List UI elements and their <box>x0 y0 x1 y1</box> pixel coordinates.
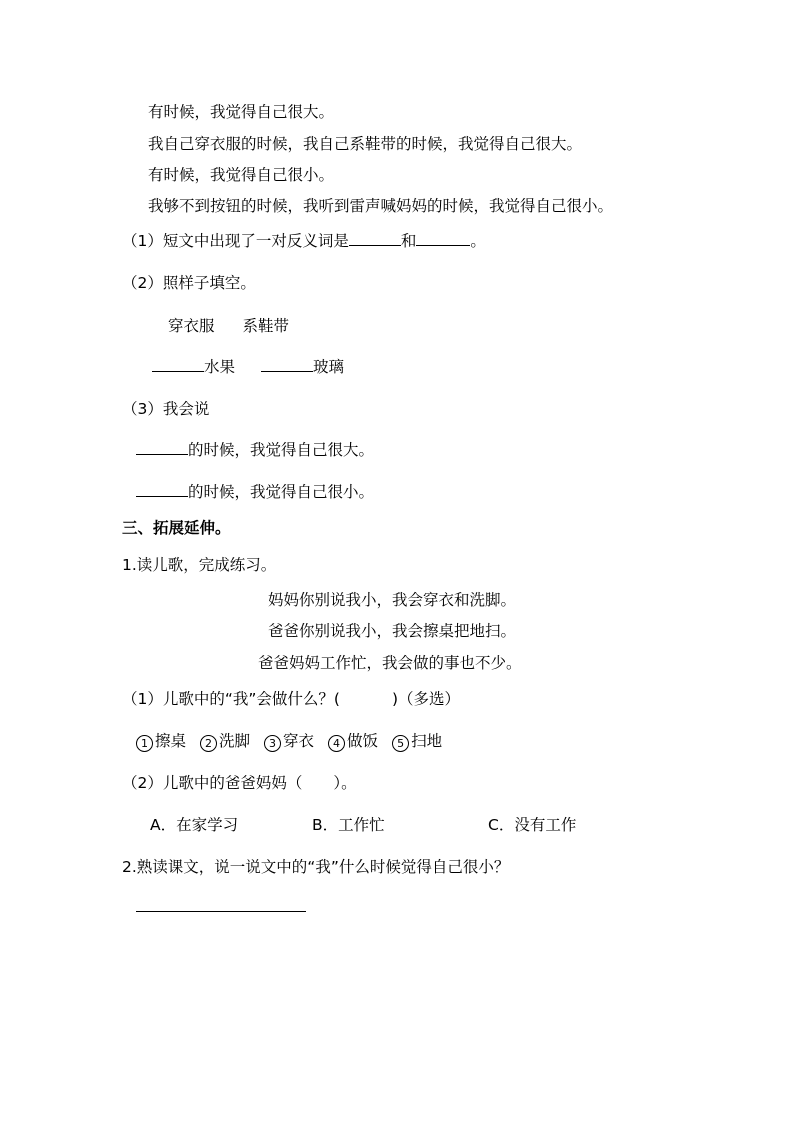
option-label: 做饭 <box>347 732 379 750</box>
option-item[interactable] <box>136 731 186 752</box>
example-word: 穿衣服 <box>168 317 215 335</box>
passage-line-2: 我自己穿衣服的时候，我自己系鞋带的时候，我觉得自己很大。 <box>148 135 583 153</box>
choice-b[interactable]: B．工作忙 <box>312 816 385 834</box>
poem-line-1: 妈妈你别说我小，我会穿衣和洗脚。 <box>268 591 517 609</box>
question-3-label: （3）我会说 <box>122 400 210 418</box>
passage-line-1: 有时候，我觉得自己很大。 <box>148 103 335 121</box>
question-1-suffix: 。 <box>470 232 486 250</box>
answer-blank[interactable] <box>136 440 188 455</box>
option-label: 扫地 <box>411 732 443 750</box>
answer-blank[interactable] <box>349 231 401 246</box>
question-2-label: （2）照样子填空。 <box>122 274 256 292</box>
fill-word: 水果 <box>204 358 236 376</box>
answer-blank[interactable] <box>416 231 470 246</box>
task-1-label: 1.读儿歌，完成练习。 <box>122 556 277 574</box>
option-number-badge: 2 <box>200 735 217 752</box>
answer-blank[interactable] <box>136 482 188 497</box>
question-1-prefix: （1）短文中出现了一对反义词是 <box>122 232 349 250</box>
option-number-badge: 3 <box>264 735 281 752</box>
say-line-2 <box>136 482 374 502</box>
passage-line-3: 有时候，我觉得自己很小。 <box>148 166 335 184</box>
task-1-question-2: （2）儿歌中的爸爸妈妈（ ）。 <box>122 774 357 792</box>
option-number-badge: 4 <box>328 735 345 752</box>
question-suffix: )（多选） <box>391 690 461 708</box>
say-line-text: 的时候，我觉得自己很小。 <box>188 483 375 501</box>
option-number-badge: 5 <box>392 735 409 752</box>
example-row <box>168 316 289 336</box>
poem-line-3: 爸爸妈妈工作忙，我会做的事也不少。 <box>258 654 522 672</box>
option-label: 擦桌 <box>155 732 187 750</box>
answer-blank[interactable] <box>261 357 313 372</box>
task-1-question-1 <box>122 689 460 709</box>
option-item[interactable] <box>200 731 250 752</box>
poem-line-2: 爸爸你别说我小，我会擦桌把地扫。 <box>268 622 517 640</box>
option-label: 洗脚 <box>219 732 251 750</box>
passage-line-4: 我够不到按钮的时候，我听到雷声喊妈妈的时候，我觉得自己很小。 <box>148 197 614 215</box>
answer-line[interactable] <box>136 911 306 912</box>
question-1 <box>122 231 486 251</box>
question-1-middle: 和 <box>400 232 417 250</box>
choice-c[interactable]: C．没有工作 <box>488 816 577 834</box>
options-row <box>136 731 456 752</box>
option-number-badge: 1 <box>136 735 153 752</box>
section-title: 三、拓展延伸。 <box>122 519 231 537</box>
choice-a[interactable]: A．在家学习 <box>150 816 239 834</box>
say-line-text: 的时候，我觉得自己很大。 <box>188 441 375 459</box>
task-2-label: 2.熟读课文，说一说文中的“我”什么时候觉得自己很小？ <box>122 858 510 876</box>
option-label: 穿衣 <box>283 732 315 750</box>
say-line-1 <box>136 440 374 460</box>
option-item[interactable] <box>392 731 442 752</box>
fill-word: 玻璃 <box>313 358 345 376</box>
fill-row <box>152 357 344 377</box>
option-item[interactable] <box>264 731 314 752</box>
answer-blank[interactable] <box>152 357 204 372</box>
question-prefix: （1）儿歌中的“我”会做什么？( <box>122 690 340 708</box>
option-item[interactable] <box>328 731 378 752</box>
example-word: 系鞋带 <box>242 317 290 335</box>
